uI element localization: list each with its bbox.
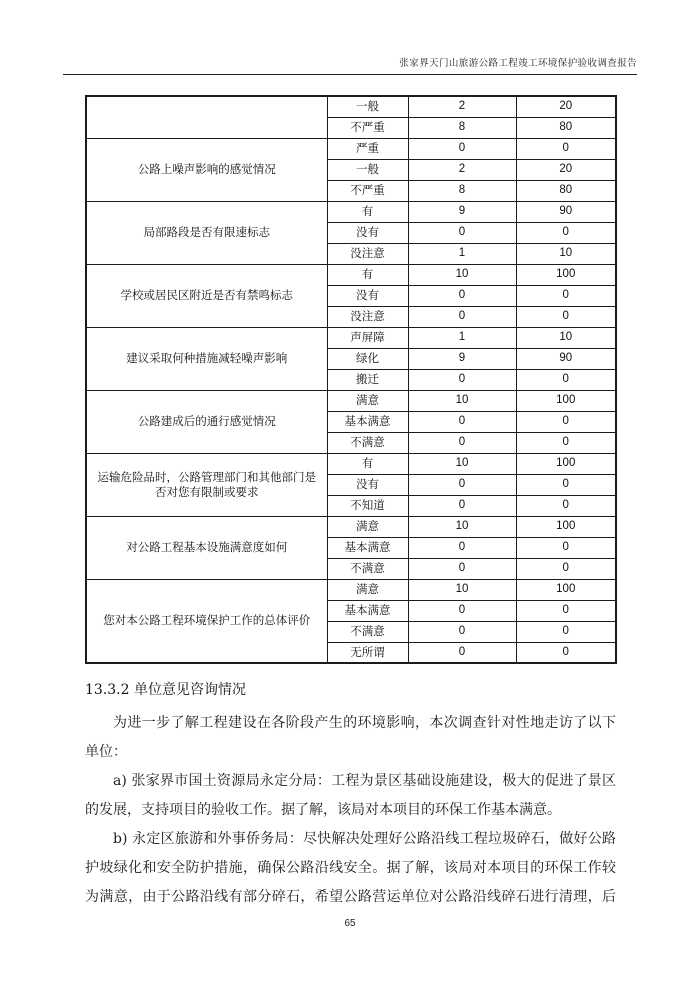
- count-cell: 0: [408, 285, 516, 306]
- header-rule: [63, 74, 637, 75]
- table-row: [86, 327, 616, 348]
- page-number: 65: [344, 918, 356, 929]
- percent-cell: 90: [516, 348, 616, 369]
- percent-cell: 10: [516, 243, 616, 264]
- count-cell: 0: [408, 306, 516, 327]
- option-cell: 基本满意: [327, 600, 408, 621]
- percent-cell: 0: [516, 642, 616, 663]
- percent-cell: 100: [516, 516, 616, 537]
- body-content: [85, 680, 616, 912]
- count-cell: 10: [408, 390, 516, 411]
- question-label-cell: 对公路工程基本设施满意度如何: [86, 516, 327, 579]
- count-cell: 0: [408, 642, 516, 663]
- table-row: [86, 138, 616, 159]
- option-cell: 搬迁: [327, 369, 408, 390]
- percent-cell: 0: [516, 621, 616, 642]
- option-cell: 有: [327, 264, 408, 285]
- count-cell: 8: [408, 180, 516, 201]
- percent-cell: 0: [516, 369, 616, 390]
- question-label-cell: 局部路段是否有限速标志: [86, 201, 327, 264]
- option-cell: 声屏障: [327, 327, 408, 348]
- paragraph: [85, 767, 616, 825]
- option-cell: 满意: [327, 579, 408, 600]
- count-cell: 2: [408, 159, 516, 180]
- paragraphs: [85, 709, 616, 912]
- count-cell: 9: [408, 201, 516, 222]
- question-label-cell: 学校或居民区附近是否有禁鸣标志: [86, 264, 327, 327]
- count-cell: 0: [408, 537, 516, 558]
- option-cell: 有: [327, 453, 408, 474]
- option-cell: 没有: [327, 474, 408, 495]
- question-label-cell: [86, 96, 327, 138]
- percent-cell: 0: [516, 474, 616, 495]
- percent-cell: 0: [516, 222, 616, 243]
- option-cell: 绿化: [327, 348, 408, 369]
- percent-cell: 10: [516, 327, 616, 348]
- percent-cell: 80: [516, 117, 616, 138]
- paragraph-line: a) 张家界市国土资源局永定分局：工程为景区基础设施建设，极大的促进了景区: [113, 773, 616, 789]
- percent-cell: 0: [516, 537, 616, 558]
- option-cell: 没有: [327, 222, 408, 243]
- count-cell: 0: [408, 432, 516, 453]
- table-row: [86, 579, 616, 600]
- percent-cell: 100: [516, 390, 616, 411]
- table-row: [86, 96, 616, 117]
- count-cell: 0: [408, 369, 516, 390]
- question-label-cell: 建议采取何种措施减轻噪声影响: [86, 327, 327, 390]
- count-cell: 1: [408, 243, 516, 264]
- option-cell: 满意: [327, 516, 408, 537]
- paragraph-line: 为进一步了解工程建设在各阶段产生的环境影响，本次调查针对性地走访了以下: [113, 715, 616, 731]
- option-cell: 基本满意: [327, 411, 408, 432]
- survey-table-body: [86, 96, 616, 663]
- percent-cell: 0: [516, 138, 616, 159]
- count-cell: 0: [408, 495, 516, 516]
- count-cell: 10: [408, 264, 516, 285]
- percent-cell: 80: [516, 180, 616, 201]
- option-cell: 不严重: [327, 180, 408, 201]
- percent-cell: 0: [516, 558, 616, 579]
- count-cell: 2: [408, 96, 516, 117]
- count-cell: 8: [408, 117, 516, 138]
- question-label-cell: 公路建成后的通行感觉情况: [86, 390, 327, 453]
- option-cell: 不满意: [327, 558, 408, 579]
- question-label-cell: 运输危险品时，公路管理部门和其他部门是否对您有限制或要求: [86, 453, 327, 516]
- paragraph-line: 的发展，支持项目的验收工作。据了解，该局对本项目的环保工作基本满意。: [85, 802, 561, 818]
- option-cell: 没注意: [327, 243, 408, 264]
- count-cell: 0: [408, 558, 516, 579]
- percent-cell: 100: [516, 453, 616, 474]
- percent-cell: 20: [516, 159, 616, 180]
- count-cell: 1: [408, 327, 516, 348]
- paragraph: [85, 825, 616, 912]
- percent-cell: 0: [516, 600, 616, 621]
- option-cell: 不满意: [327, 621, 408, 642]
- option-cell: 无所谓: [327, 642, 408, 663]
- option-cell: 基本满意: [327, 537, 408, 558]
- count-cell: 0: [408, 600, 516, 621]
- running-header-title: 张家界天门山旅游公路工程竣工环境保护验收调查报告: [399, 58, 637, 69]
- option-cell: 不知道: [327, 495, 408, 516]
- count-cell: 0: [408, 474, 516, 495]
- count-cell: 10: [408, 453, 516, 474]
- percent-cell: 0: [516, 411, 616, 432]
- option-cell: 不满意: [327, 432, 408, 453]
- paragraph-line: 为满意，由于公路沿线有部分碎石，希望公路营运单位对公路沿线碎石进行清理，后: [85, 889, 616, 905]
- question-label-cell: 您对本公路工程环境保护工作的总体评价: [86, 579, 327, 663]
- question-label-cell: 公路上噪声影响的感觉情况: [86, 138, 327, 201]
- percent-cell: 0: [516, 306, 616, 327]
- option-cell: 满意: [327, 390, 408, 411]
- option-cell: 有: [327, 201, 408, 222]
- count-cell: 9: [408, 348, 516, 369]
- count-cell: 10: [408, 516, 516, 537]
- paragraph-line: 单位：: [85, 744, 127, 760]
- table-row: [86, 453, 616, 474]
- table-row: [86, 201, 616, 222]
- option-cell: 不严重: [327, 117, 408, 138]
- option-cell: 没有: [327, 285, 408, 306]
- count-cell: 0: [408, 621, 516, 642]
- section-heading: 13.3.2 单位意见咨询情况: [85, 682, 246, 698]
- percent-cell: 90: [516, 201, 616, 222]
- count-cell: 0: [408, 411, 516, 432]
- count-cell: 0: [408, 222, 516, 243]
- table-row: [86, 516, 616, 537]
- option-cell: 一般: [327, 96, 408, 117]
- survey-table: [85, 95, 617, 664]
- paragraph-line: b) 永定区旅游和外事侨务局：尽快解决处理好公路沿线工程垃圾碎石，做好公路: [113, 831, 616, 847]
- count-cell: 10: [408, 579, 516, 600]
- percent-cell: 100: [516, 579, 616, 600]
- option-cell: 没注意: [327, 306, 408, 327]
- table-row: [86, 264, 616, 285]
- table-row: [86, 390, 616, 411]
- paragraph-line: 护坡绿化和安全防护措施，确保公路沿线安全。据了解，该局对本项目的环保工作较: [85, 860, 616, 876]
- option-cell: 严重: [327, 138, 408, 159]
- percent-cell: 20: [516, 96, 616, 117]
- percent-cell: 0: [516, 432, 616, 453]
- percent-cell: 0: [516, 285, 616, 306]
- percent-cell: 0: [516, 495, 616, 516]
- percent-cell: 100: [516, 264, 616, 285]
- paragraph: [85, 709, 616, 767]
- count-cell: 0: [408, 138, 516, 159]
- option-cell: 一般: [327, 159, 408, 180]
